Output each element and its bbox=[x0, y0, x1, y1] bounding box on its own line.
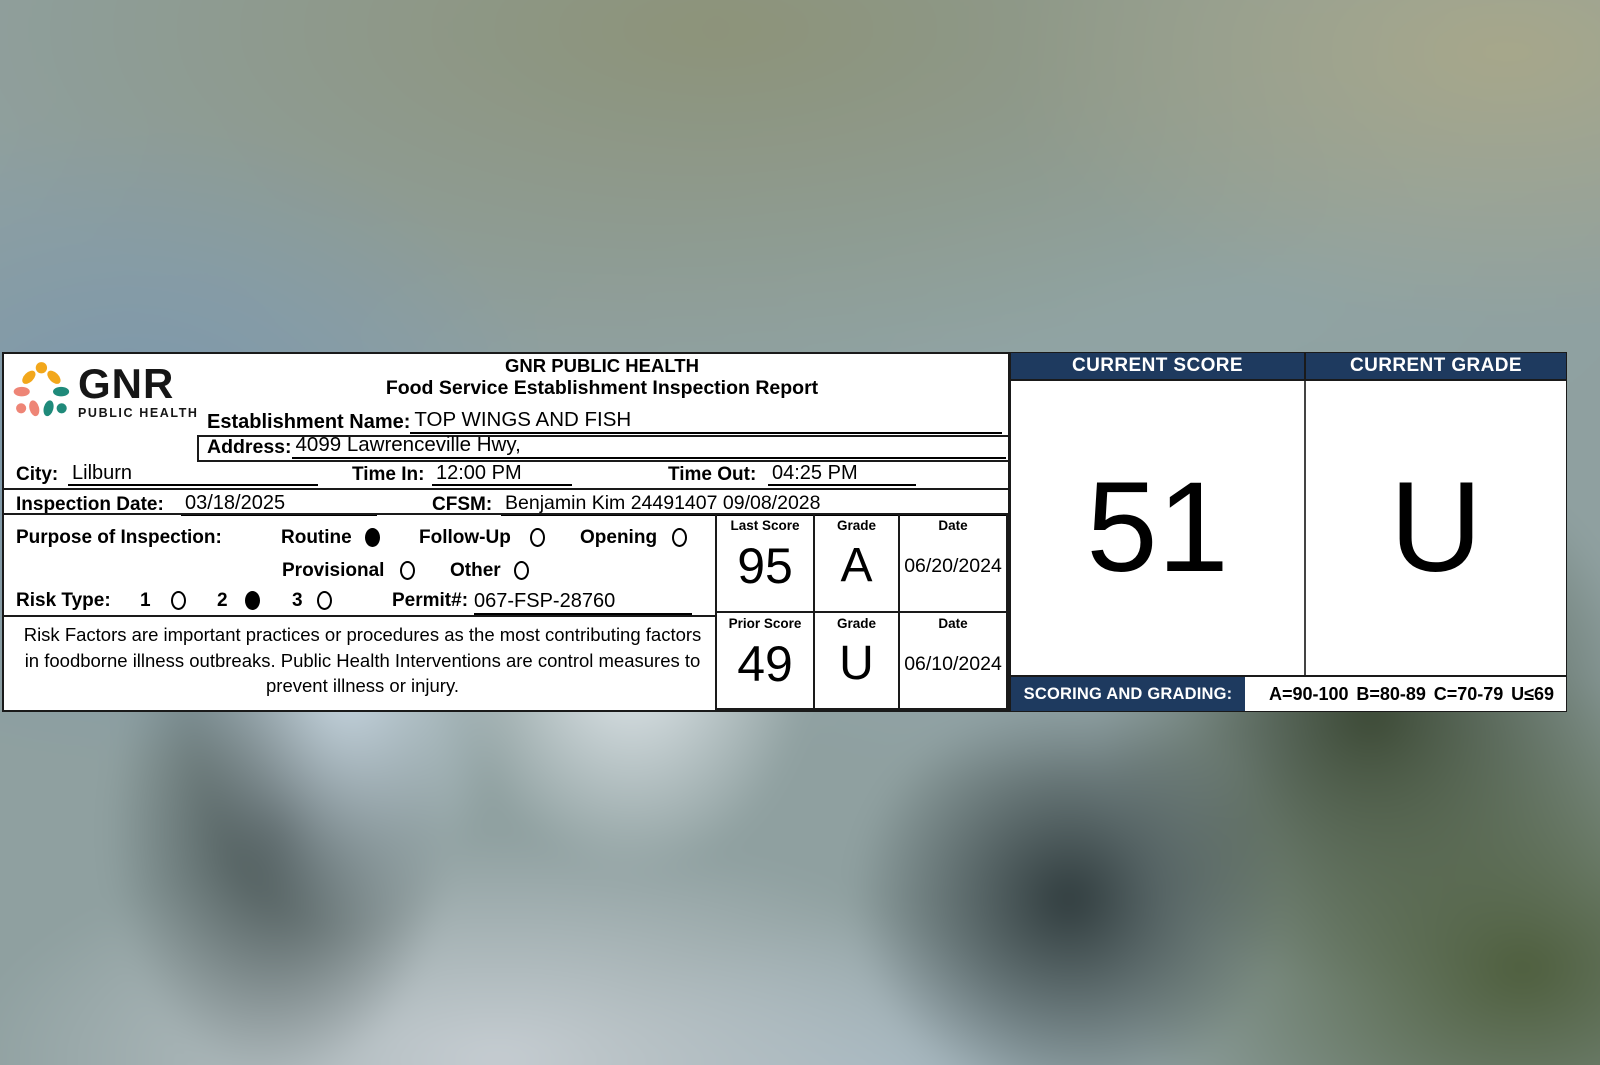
prior-score-row bbox=[717, 613, 1006, 708]
prior-date-value: 06/10/2024 bbox=[904, 653, 1002, 675]
grading-scale bbox=[1245, 677, 1566, 711]
last-date-value: 06/20/2024 bbox=[904, 555, 1002, 577]
establishment-name-value: TOP WINGS AND FISH bbox=[410, 408, 1002, 434]
current-score-cell bbox=[1011, 381, 1306, 675]
purpose-option-followup-checkbox bbox=[530, 528, 545, 547]
risk-type-label: Risk Type: bbox=[16, 590, 111, 611]
risk-type-row bbox=[4, 587, 713, 617]
time-out-label: Time Out: bbox=[668, 464, 757, 485]
purpose-option-other-label: Other bbox=[450, 560, 501, 581]
grade-c-range: C=70-79 bbox=[1433, 683, 1504, 704]
scoreboard-values bbox=[1011, 381, 1566, 675]
risk-type-1-label: 1 bbox=[140, 590, 151, 611]
purpose-option-opening-checkbox bbox=[672, 528, 687, 547]
prior-grade-value: U bbox=[839, 637, 874, 690]
inspection-report-form bbox=[2, 352, 1010, 712]
purpose-option-routine-checkbox bbox=[365, 528, 380, 547]
last-score-header: Last Score bbox=[730, 518, 800, 533]
logo-wordmark bbox=[78, 359, 199, 420]
grade-u-range: U≤69 bbox=[1511, 683, 1554, 704]
purpose-option-routine-label: Routine bbox=[281, 527, 352, 548]
last-date-header: Date bbox=[938, 518, 968, 533]
grade-b-range: B=80-89 bbox=[1356, 683, 1426, 704]
last-grade-cell bbox=[815, 515, 900, 611]
purpose-label: Purpose of Inspection: bbox=[16, 527, 222, 548]
risk-type-3-checkbox bbox=[317, 591, 332, 610]
scoring-grading-label: SCORING AND GRADING: bbox=[1011, 677, 1245, 711]
gnr-flower-icon bbox=[12, 360, 72, 422]
purpose-option-followup-label: Follow-Up bbox=[419, 527, 511, 548]
risk-type-1-checkbox bbox=[171, 591, 186, 610]
time-out-value: 04:25 PM bbox=[768, 462, 916, 486]
address-label: Address: bbox=[207, 436, 292, 458]
prior-date-cell bbox=[900, 613, 1006, 708]
establishment-name-label: Establishment Name: bbox=[207, 411, 411, 433]
cfsm-label: CFSM: bbox=[432, 494, 493, 515]
last-score-cell bbox=[717, 515, 815, 611]
purpose-option-provisional-label: Provisional bbox=[282, 560, 385, 581]
risk-type-3-label: 3 bbox=[292, 590, 303, 611]
risk-type-2-checkbox bbox=[245, 591, 260, 610]
permit-value: 067-FSP-28760 bbox=[474, 590, 692, 615]
current-grade-value: U bbox=[1389, 456, 1483, 599]
inspection-date-label: Inspection Date: bbox=[16, 494, 164, 515]
divider-line bbox=[4, 513, 717, 515]
logo-acronym: GNR bbox=[78, 359, 175, 407]
prior-grade-header: Grade bbox=[836, 616, 877, 631]
score-history-table bbox=[715, 513, 1008, 710]
risk-type-2-label: 2 bbox=[217, 590, 228, 611]
inspection-date-value: 03/18/2025 bbox=[181, 492, 377, 516]
prior-date-header: Date bbox=[938, 616, 968, 631]
scoreboard-header bbox=[1011, 353, 1566, 381]
agency-name: GNR PUBLIC HEALTH bbox=[505, 355, 699, 376]
purpose-option-opening-label: Opening bbox=[580, 527, 658, 548]
permit-label: Permit#: bbox=[392, 590, 469, 611]
gnr-public-health-logo bbox=[12, 360, 199, 422]
purpose-of-inspection-row bbox=[4, 524, 713, 554]
current-score-panel bbox=[1010, 352, 1567, 712]
address-value: 4099 Lawrenceville Hwy, bbox=[292, 433, 1006, 459]
cfsm-value: Benjamin Kim 24491407 09/08/2028 bbox=[501, 492, 1006, 516]
last-grade-header: Grade bbox=[836, 518, 877, 533]
last-date-cell bbox=[900, 515, 1006, 611]
time-in-value: 12:00 PM bbox=[432, 462, 572, 486]
purpose-secondary-row bbox=[4, 557, 713, 587]
city-value: Lilburn bbox=[68, 462, 318, 486]
current-score-header: CURRENT SCORE bbox=[1011, 353, 1306, 379]
last-grade-value: A bbox=[840, 539, 873, 592]
establishment-name-row bbox=[207, 408, 1002, 434]
logo-subtitle: PUBLIC HEALTH bbox=[78, 405, 199, 420]
city-label: City: bbox=[16, 464, 59, 485]
report-title: Food Service Establishment Inspection Report bbox=[385, 377, 819, 399]
prior-score-value: 49 bbox=[737, 636, 793, 692]
prior-grade-cell bbox=[815, 613, 900, 708]
prior-score-cell bbox=[717, 613, 815, 708]
current-grade-cell bbox=[1306, 381, 1566, 675]
current-grade-header: CURRENT GRADE bbox=[1306, 353, 1566, 379]
city-time-row bbox=[4, 462, 1008, 490]
purpose-option-other-checkbox bbox=[514, 561, 529, 580]
divider-line bbox=[4, 615, 717, 617]
last-score-value: 95 bbox=[737, 538, 793, 594]
prior-score-header: Prior Score bbox=[728, 616, 802, 631]
grade-a-range: A=90-100 bbox=[1269, 683, 1349, 704]
risk-factors-note: Risk Factors are important practices or procedures as the most contributing factors in foodborne illness outbreaks. Public Health Interventions are control measures to prevent illness or injury. bbox=[23, 624, 702, 696]
address-row bbox=[197, 435, 1008, 462]
last-score-row bbox=[717, 515, 1006, 613]
purpose-option-provisional-checkbox bbox=[400, 561, 415, 580]
time-in-label: Time In: bbox=[352, 464, 425, 485]
scoring-grading-footer bbox=[1011, 675, 1566, 711]
current-score-value: 51 bbox=[1086, 456, 1229, 599]
